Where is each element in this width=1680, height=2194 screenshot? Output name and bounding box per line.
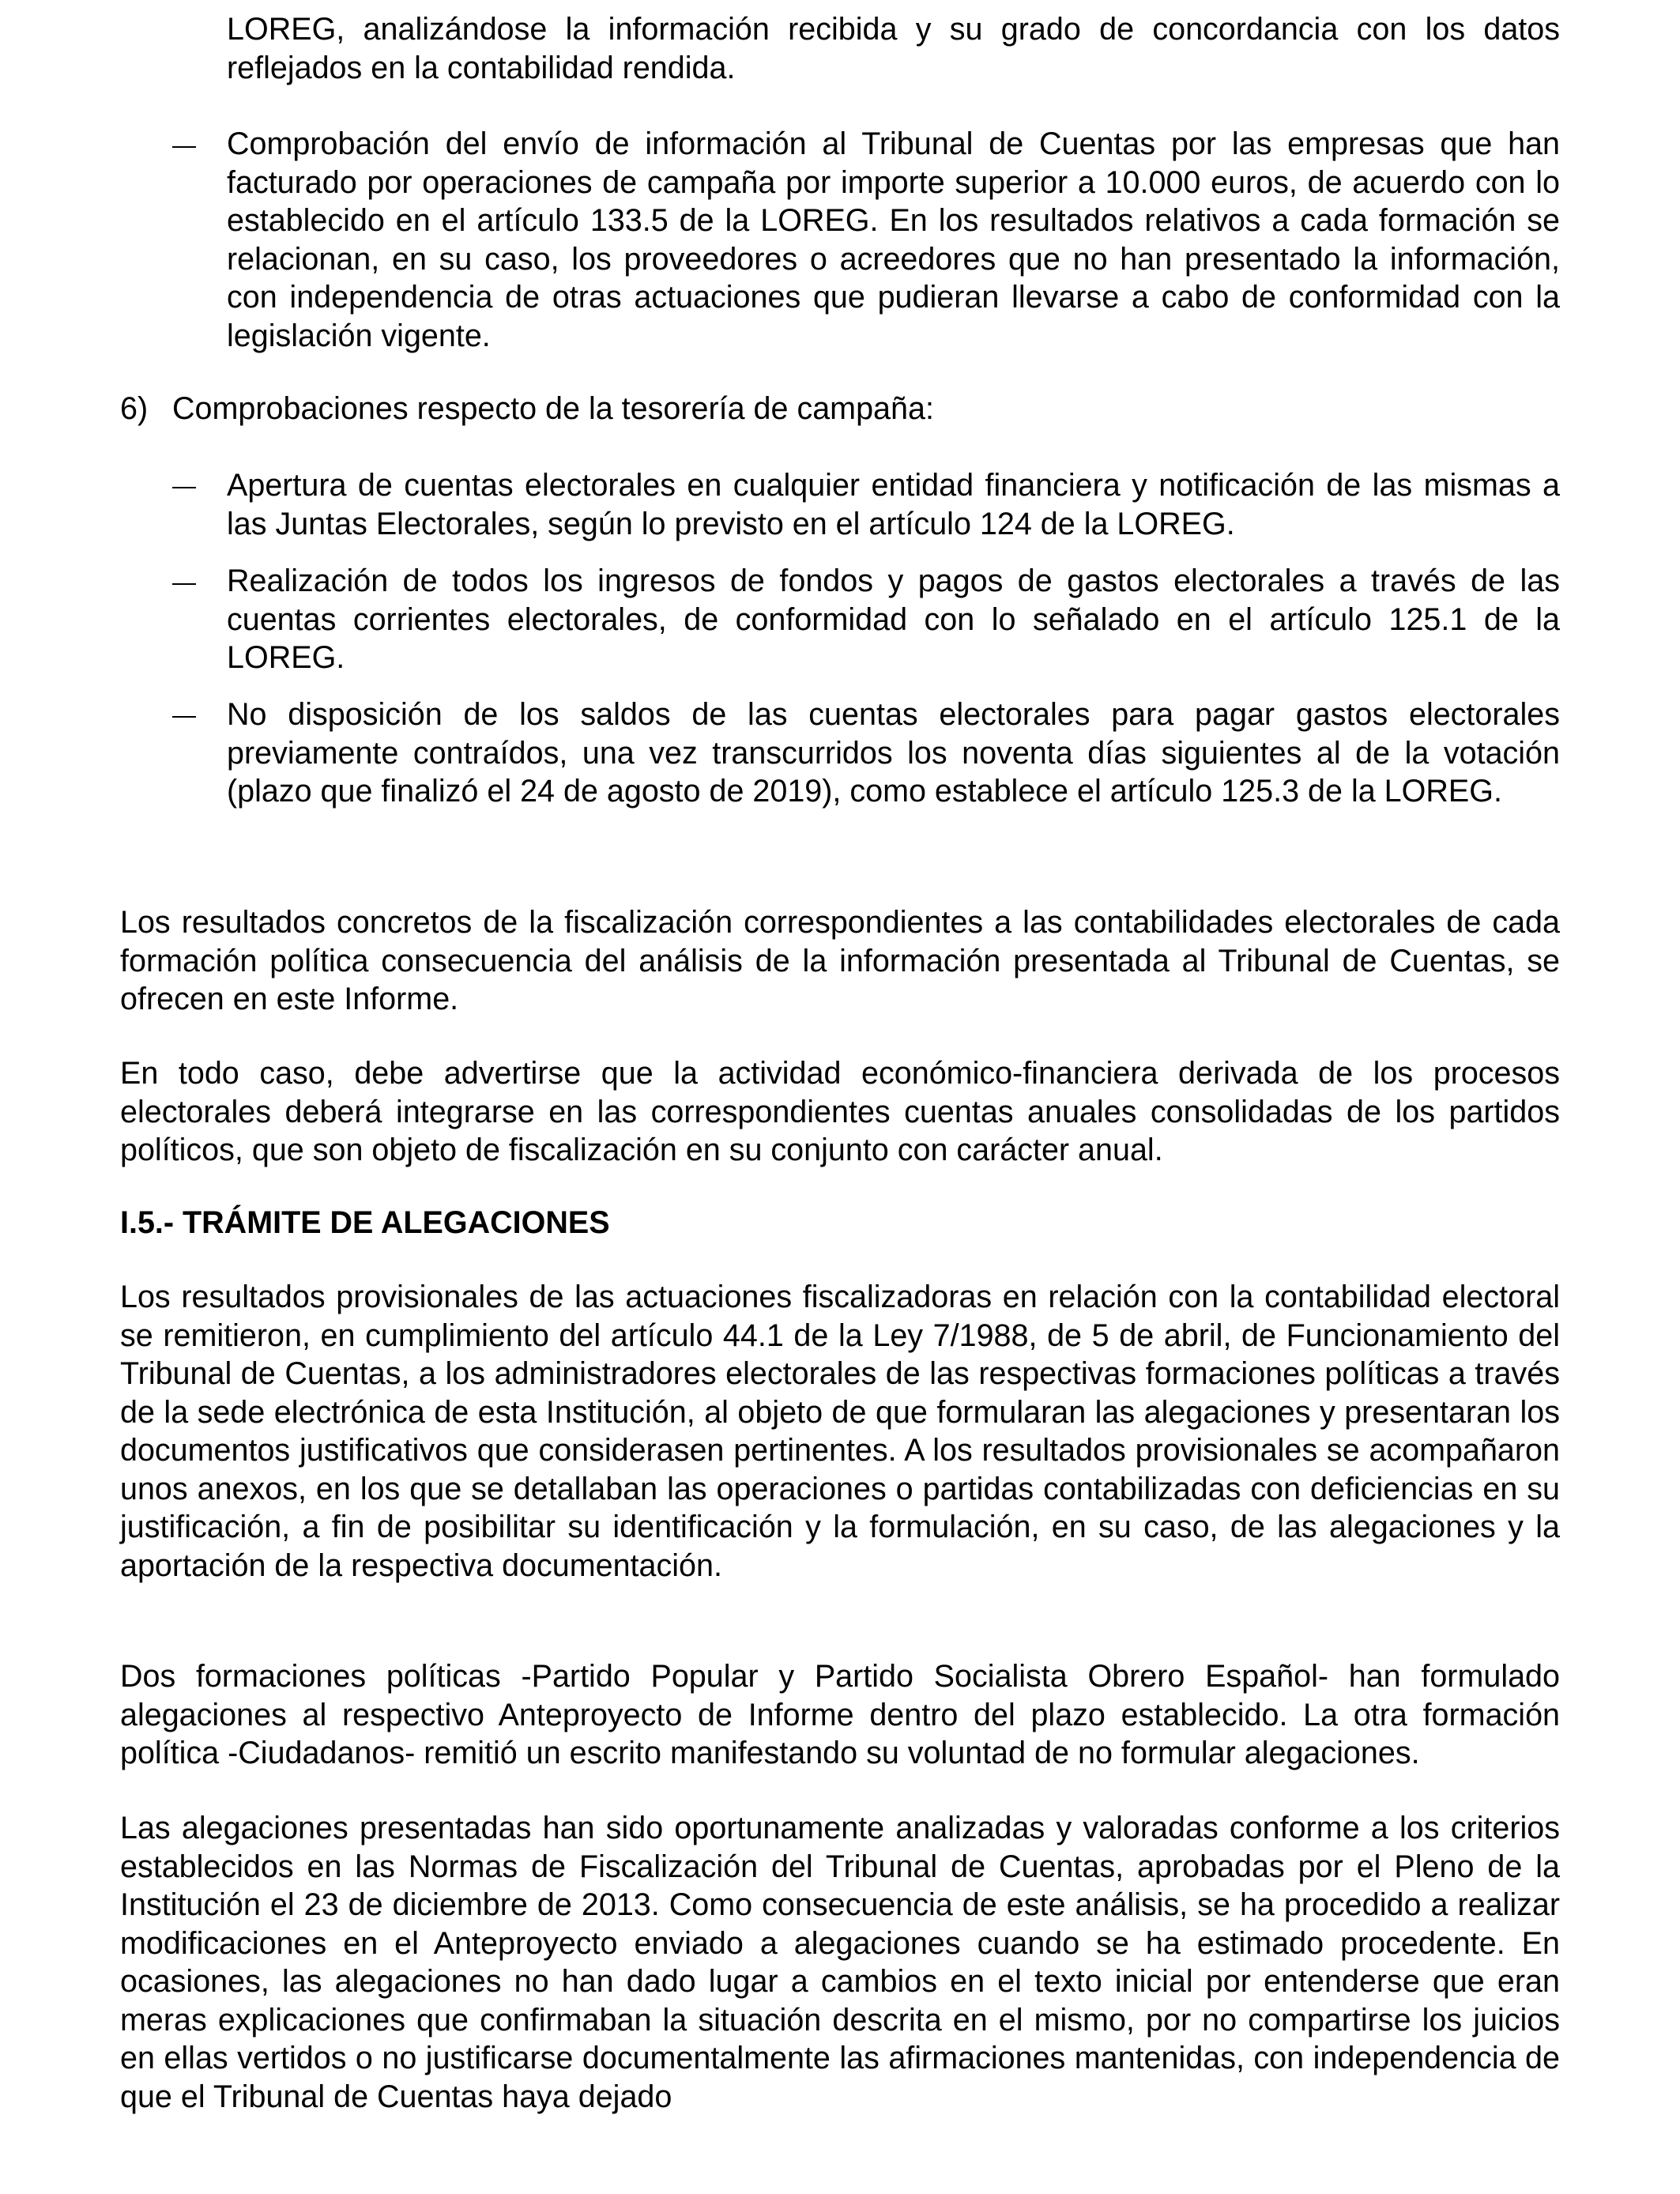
paragraph-en-todo-caso: En todo caso, debe advertirse que la actividad económico-financiera derivada de los procesos electorales deberá integrarse en las correspondientes cuentas anuales consolidadas de los partidos políticos, que son objeto de fiscalización en su conjunto con carácter anual. xyxy=(120,1056,1560,1167)
dash-bullet-icon xyxy=(172,146,196,148)
dash-bullet-icon xyxy=(172,716,196,718)
bullet-realizacion-ingresos: Realización de todos los ingresos de fondos y pagos de gastos electorales a través de las cuentas corrientes electorales, de conformidad con lo señalado en el artículo 125.1 de la LOREG. xyxy=(227,564,1560,675)
paragraph-alegaciones-presentadas: Las alegaciones presentadas han sido oportunamente analizadas y valoradas conforme a los criterios establecidos en las Normas de Fiscalización del Tribunal de Cuentas, aprobadas por el Pleno de la Institución el 23 de diciembre de 2013. Como consecuencia de este análisis, se ha procedido a realizar modificaciones en el Anteproyecto enviado a alegaciones cuando se ha estimado procedente. En ocasiones, las alegaciones no han dado lugar a cambios en el texto inicial por entenderse que eran meras explicaciones que confirmaban la situación descrita en el mismo, por no compartirse los juicios en ellas vertidos o no justificarse documentalmente las afirmaciones mantenidas, con independencia de que el Tribunal de Cuentas haya dejado xyxy=(120,1811,1560,2114)
paragraph-resultados-provisionales: Los resultados provisionales de las actuaciones fiscalizadoras en relación con la contabilidad electoral se remitieron, en cumplimiento del artículo 44.1 de la Ley 7/1988, de 5 de abril, de Funcionamiento del Tribunal de Cuentas, a los administradores electorales de las respectivas formaciones políticas a través de la sede electrónica de esta Institución, al objeto de que formularan las alegaciones y presentaran los documentos justificativos que considerasen pertinentes. A los resultados provisionales se acompañaron unos anexos, en los que se detallaban las operaciones o partidas contabilizadas con deficiencias en su justificación, a fin de posibilitar su identificación y la formulación, en su caso, de las alegaciones y la aportación de la respectiva documentación. xyxy=(120,1280,1560,1583)
bullet-no-disposicion: No disposición de los saldos de las cuentas electorales para pagar gastos electorales previamente contraídos, una vez transcurridos los noventa días siguientes al de la votación (plazo que finalizó el 24 de agosto de 2019), como establece el artículo 125.3 de la LOREG. xyxy=(227,697,1560,809)
item-6-heading: Comprobaciones respecto de la tesorería de campaña: xyxy=(172,391,934,426)
paragraph-dos-formaciones: Dos formaciones políticas -Partido Popular y Partido Socialista Obrero Español- han formulado alegaciones al respectivo Anteproyecto de Informe dentro del plazo establecido. La otra formación política -Ciudadanos- remitió un escrito manifestando su voluntad de no formular alegaciones. xyxy=(120,1659,1560,1770)
section-heading: I.5.- TRÁMITE DE ALEGACIONES xyxy=(120,1205,610,1240)
bullet-apertura-cuentas: Apertura de cuentas electorales en cualquier entidad financiera y notificación de las mismas a las Juntas Electorales, según lo previsto en el artículo 124 de la LOREG. xyxy=(227,468,1560,541)
dash-bullet-icon xyxy=(172,583,196,585)
continued-paragraph: LOREG, analizándose la información recibida y su grado de concordancia con los datos reflejados en la contabilidad rendida. xyxy=(227,12,1560,85)
bullet-envio-informacion: Comprobación del envío de información al Tribunal de Cuentas por las empresas que han facturado por operaciones de campaña por importe superior a 10.000 euros, de acuerdo con lo establecido en el artículo 133.5 de la LOREG. En los resultados relativos a cada formación se relacionan, en su caso, los proveedores o acreedores que no han presentado la información, con independencia de otras actuaciones que pudieran llevarse a cabo de conformidad con la legislación vigente. xyxy=(227,126,1560,353)
item-number: 6) xyxy=(120,391,149,426)
paragraph-resultados-concretos: Los resultados concretos de la fiscalización correspondientes a las contabilidades electorales de cada formación política consecuencia del análisis de la información presentada al Tribunal de Cuentas, se ofrecen en este Informe. xyxy=(120,905,1560,1016)
dash-bullet-icon xyxy=(172,487,196,488)
